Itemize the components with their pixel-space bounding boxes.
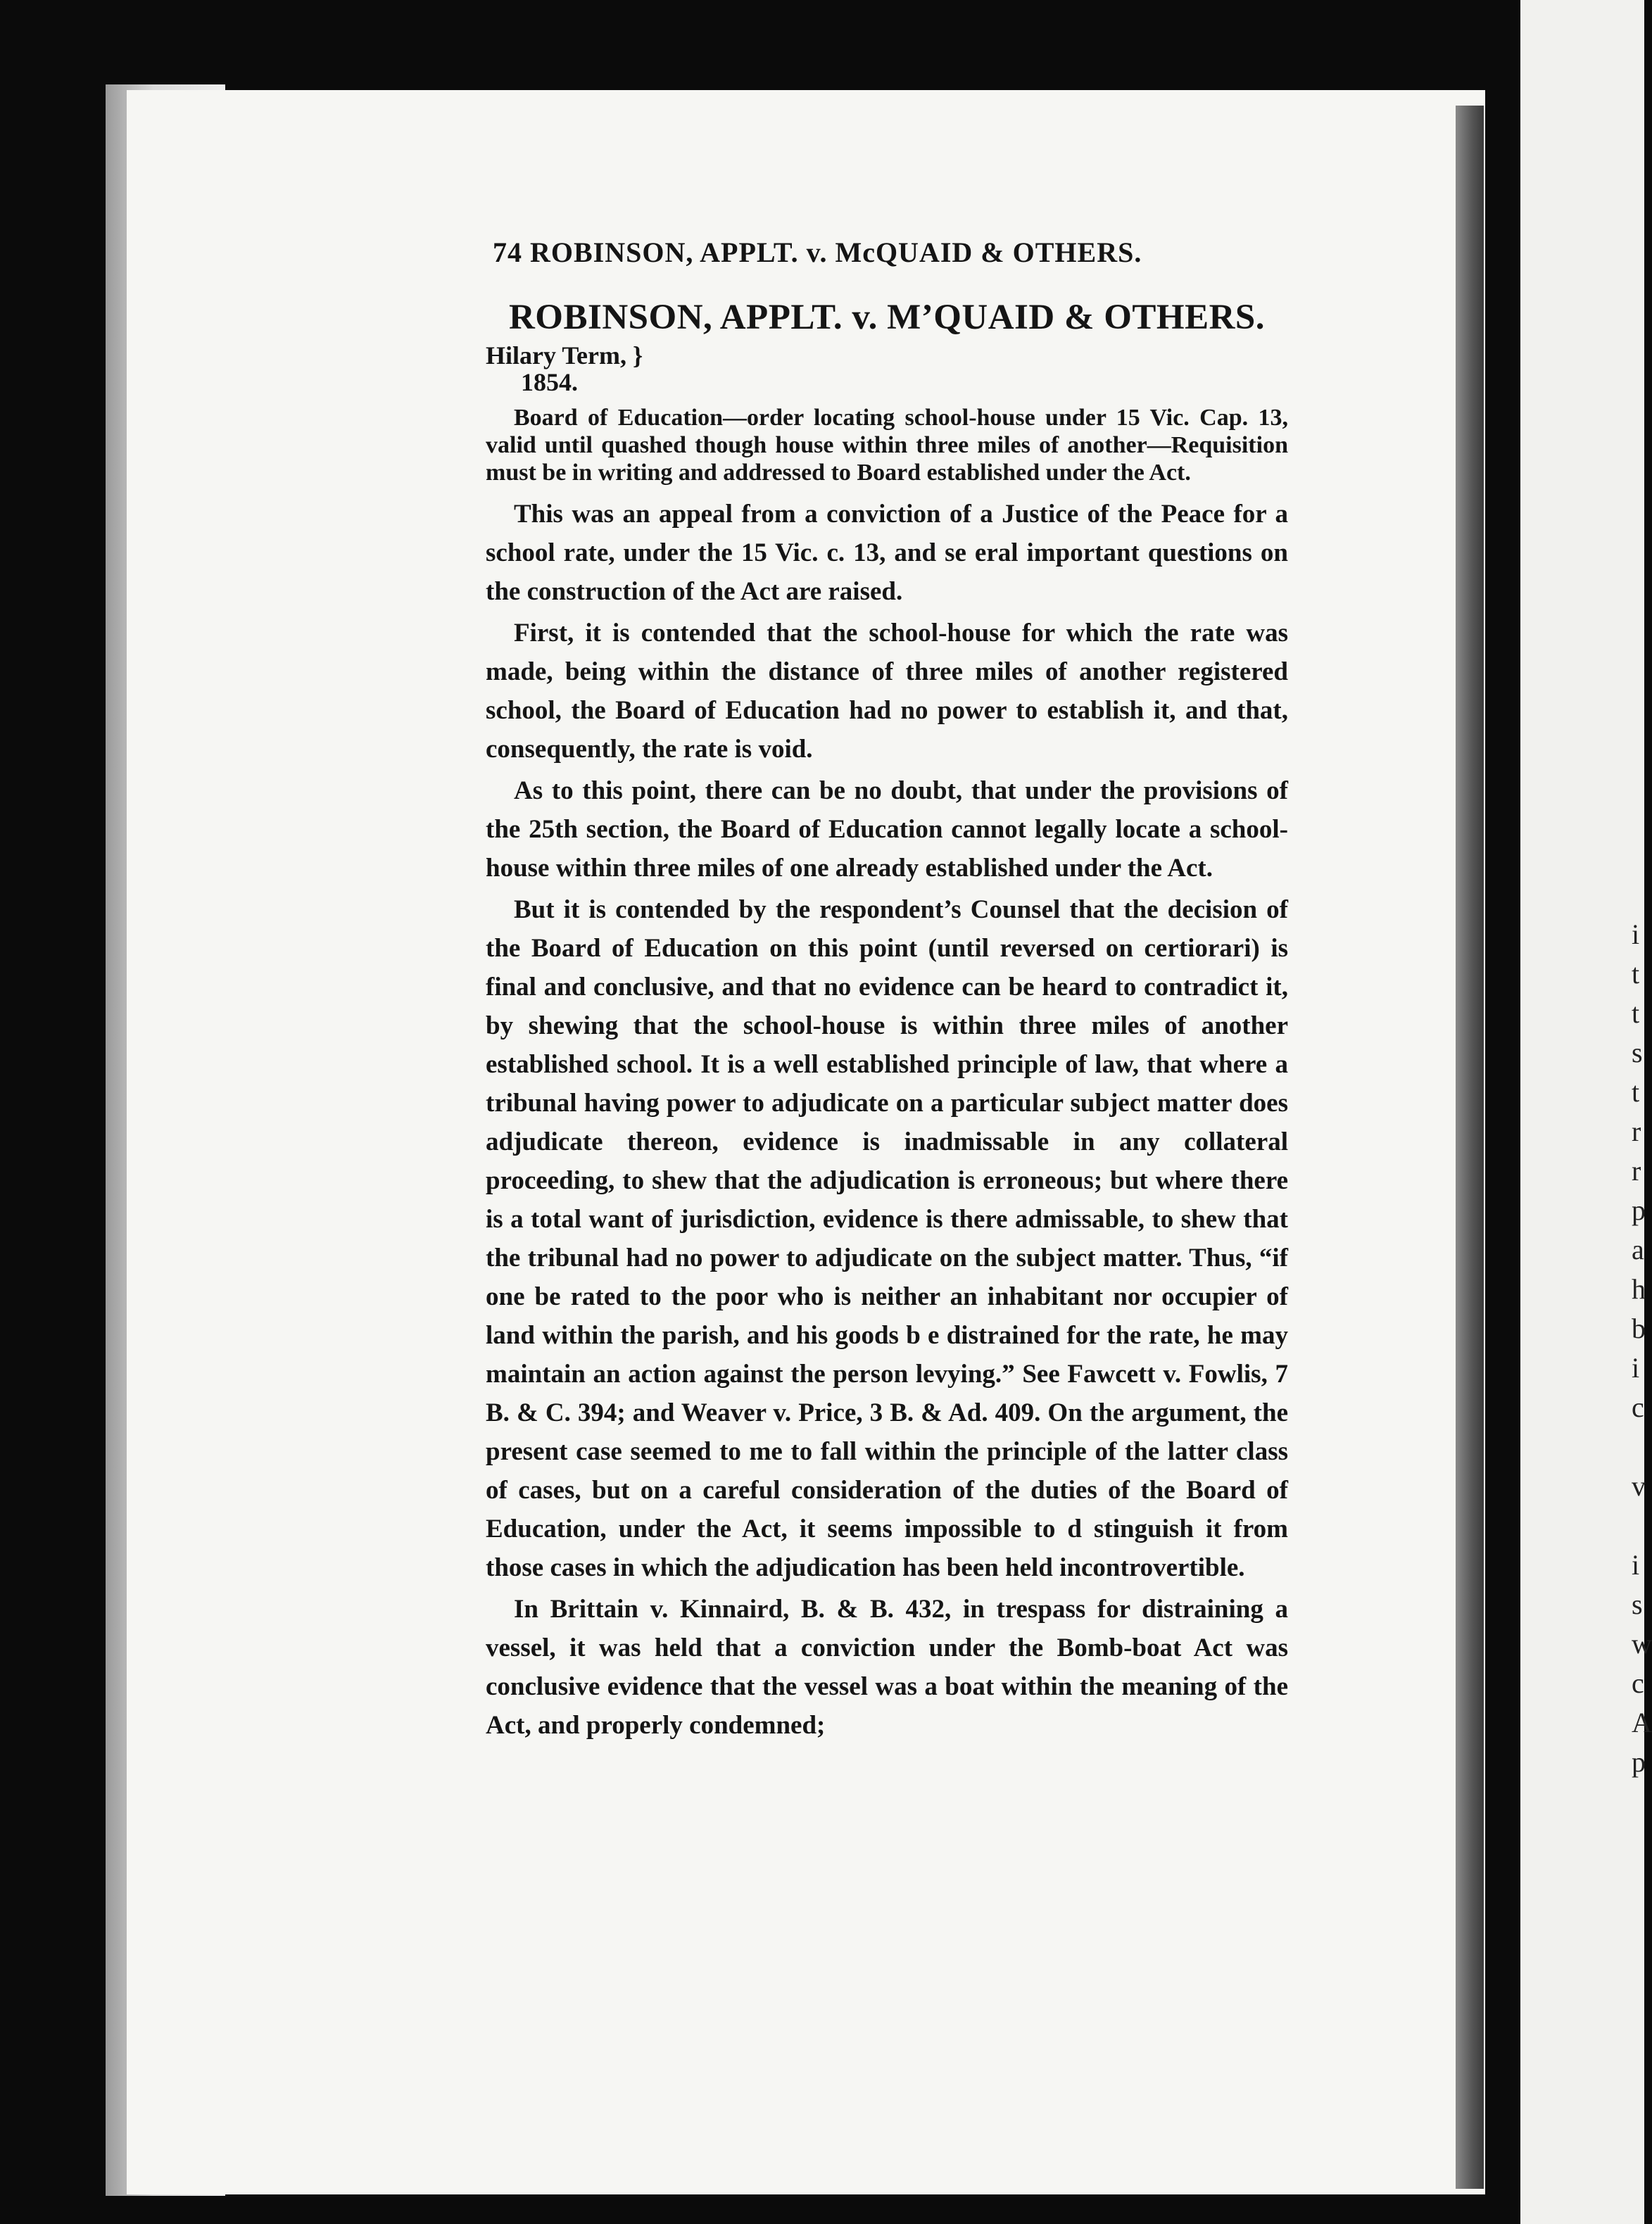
paragraph-2: First, it is contended that the school-house for which the rate was made, being within the distance of three miles of another registered school, the Board of Education had no power to establish it, and that, consequently, the rate is void. — [486, 619, 1288, 764]
running-head: 74 ROBINSON, APPLT. v. McQUAID & OTHERS. — [493, 236, 1142, 268]
facing-page-letters: i t t s t r r p a h b i c v i s w c A p — [1632, 918, 1652, 1778]
headnote-text: Board of Education—order locating school-house under 15 Vic. Cap. 13, valid until quashed though house within three miles of another—Requisition must be in writing and addressed to Board established under the Act. — [486, 405, 1288, 486]
facing-page-edge — [1520, 0, 1652, 2224]
term-block — [486, 342, 1288, 396]
headnote — [486, 404, 1288, 486]
paragraph-5: In Brittain v. Kinnaird, B. & B. 432, in trespass for distraining a vessel, it was held that a conviction under the Bomb-boat Act was conclusive evidence that the vessel was a boat within the meaning of the Act, and properly condemned; — [486, 1595, 1288, 1740]
term-year: 1854. — [521, 368, 578, 396]
paragraph-4: But it is contended by the respondent’s Counsel that the decision of the Board of Education on this point (until reversed on certiorari) is final and conclusive, and that no evidence can be heard to contradict it, by shewing that the school-house is within three miles of another established school. It is a well established principle of law, that where a tribunal having power to adjudicate on a particular subject matter does adjudicate thereon, evidence is inadmissable in any collateral proceeding, to shew that the adjudication is erroneous; but where there is a total want of jurisdiction, evidence is there admissable, to shew that the tribunal had no power to adjudicate on the subject matter. Thus, “if one be rated to the poor who is neither an inhabitant nor occupier of land within the parish, and his goods b e distrained for the rate, he may maintain an action against the person levying.” See Fawcett v. Fowlis, 7 B. & C. 394; and Weaver v. Price, 3 B. & Ad. 409. On the argument, the present case seemed to me to fall within the principle of the latter class of cases, but on a careful consideration of the duties of the Board of Education, under the Act, it seems impossible to d stinguish it from those cases in which the adjudication has been held incontrovertible. — [486, 895, 1288, 1582]
paragraph-1: This was an appeal from a conviction of a Justice of the Peace for a school rate, under the 15 Vic. c. 13, and se eral important questions on the construction of the Act are raised. — [486, 500, 1288, 606]
right-page-shadow — [1456, 106, 1484, 2189]
opinion-body — [486, 495, 1288, 1745]
page-content — [486, 236, 1288, 1748]
term-line: Hilary Term, } — [486, 341, 643, 369]
paragraph-3: As to this point, there can be no doubt, that under the provisions of the 25th section, the Board of Education cannot legally locate a school-house within three miles of one already established under the Act. — [486, 776, 1288, 883]
case-title: ROBINSON, APPLT. v. M’QUAID & OTHERS. — [508, 298, 1266, 337]
